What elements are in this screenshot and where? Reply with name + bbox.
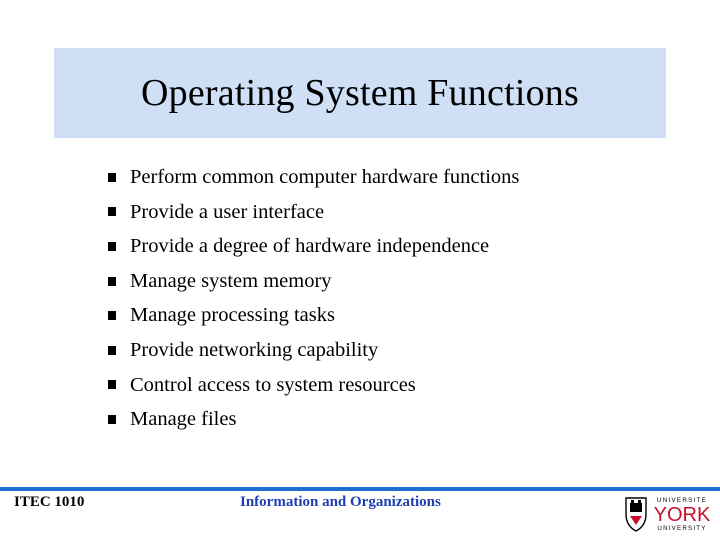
slide-title: Operating System Functions <box>141 72 579 114</box>
bullet-list <box>106 160 519 437</box>
square-bullet-icon <box>108 207 116 216</box>
bullet-text: Provide a degree of hardware independence <box>130 235 490 258</box>
bullet-item <box>106 333 519 368</box>
bullet-text: Manage files <box>130 408 237 431</box>
square-bullet-icon <box>108 311 116 320</box>
bullet-text: Control access to system resources <box>130 373 416 396</box>
footer-divider <box>0 487 720 491</box>
crest-icon <box>626 498 646 531</box>
course-code: ITEC 1010 <box>14 494 85 510</box>
footer-subtitle: Information and Organizations <box>240 494 441 510</box>
logo-top-text: UNIVERSITE <box>656 497 708 504</box>
logo-main-text: YORK <box>653 504 711 526</box>
bullet-item <box>106 298 519 333</box>
bullet-item <box>106 264 519 299</box>
bullet-item <box>106 402 519 437</box>
bullet-item <box>106 368 519 403</box>
square-bullet-icon <box>108 415 116 424</box>
bullet-item <box>106 229 519 264</box>
square-bullet-icon <box>108 346 116 355</box>
york-university-logo <box>624 492 716 534</box>
bullet-text: Manage processing tasks <box>130 304 335 327</box>
bullet-text: Manage system memory <box>130 269 332 292</box>
square-bullet-icon <box>108 242 116 251</box>
square-bullet-icon <box>108 277 116 286</box>
bullet-text: Provide a user interface <box>130 200 325 223</box>
bullet-item <box>106 160 519 195</box>
bullet-text: Perform common computer hardware functions <box>130 166 520 189</box>
logo-bottom-text: UNIVERSITY <box>657 525 707 532</box>
bullet-text: Provide networking capability <box>130 339 379 362</box>
title-band <box>54 48 666 138</box>
square-bullet-icon <box>108 173 116 182</box>
bullet-item <box>106 195 519 230</box>
square-bullet-icon <box>108 380 116 389</box>
